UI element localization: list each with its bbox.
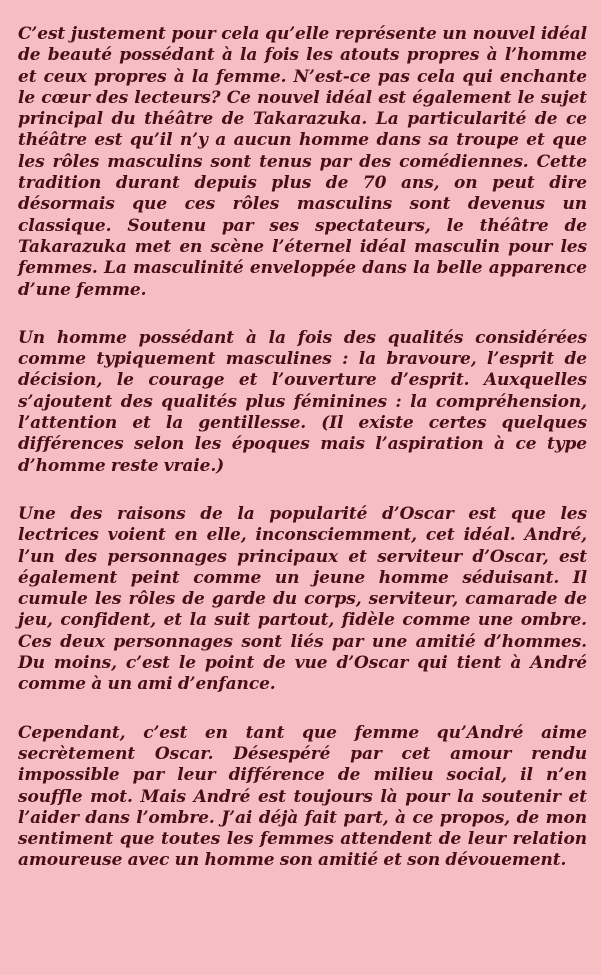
paragraph-3: Une des raisons de la popularité d’Oscar est que les lectrices voient en elle, inconsciemment, cet idéal. André, l’un des personnages principaux et serviteur d’Oscar, est également peint comme un jeune homme séduisant. Il cumule les rôles de garde du corps, serviteur, camarade de jeu, confident, et la suit partout, fidèle comme une ombre. Ces deux personnages sont liés par une amitié d’hommes. Du moins, c’est le point de vue d’Oscar qui tient à André comme à un ami d’enfance. — [18, 503, 587, 695]
paragraph-1: C’est justement pour cela qu’elle représente un nouvel idéal de beauté possédant à la fois les atouts propres à l’homme et ceux propres à la femme. N’est-ce pas cela qui enchante le cœur des lecteurs? Ce nouvel idéal est également le sujet principal du théâtre de Takarazuka. La particularité de ce théâtre est qu’il n’y a aucun homme dans sa troupe et que les rôles masculins sont tenus par des comédiennes. Cette tradition durant depuis plus de 70 ans, on peut dire désormais que ces rôles masculins sont devenus un classique. Soutenu par ses spectateurs, le théâtre de Takarazuka met en scène l’éternel idéal masculin pour les femmes. La masculinité enveloppée dans la belle apparence d’une femme. — [18, 24, 587, 300]
document-page — [18, 24, 587, 872]
paragraph-2: Un homme possédant à la fois des qualités considérées comme typiquement masculines : la bravoure, l’esprit de décision, le courage et l’ouverture d’esprit. Auxquelles s’ajoutent des qualités plus féminines : la compréhension, l’attention et la gentillesse. (Il existe certes quelques différences selon les époques mais l’aspiration à ce type d’homme reste vraie.) — [18, 327, 587, 476]
paragraph-4: Cependant, c’est en tant que femme qu’André aime secrètement Oscar. Désespéré par cet amour rendu impossible par leur différence de milieu social, il n’en souffle mot. Mais André est toujours là pour la soutenir et l’aider dans l’ombre. J’ai déjà fait part, à ce propos, de mon sentiment que toutes les femmes attendent de leur relation amoureuse avec un homme son amitié et son dévouement. — [18, 722, 587, 871]
